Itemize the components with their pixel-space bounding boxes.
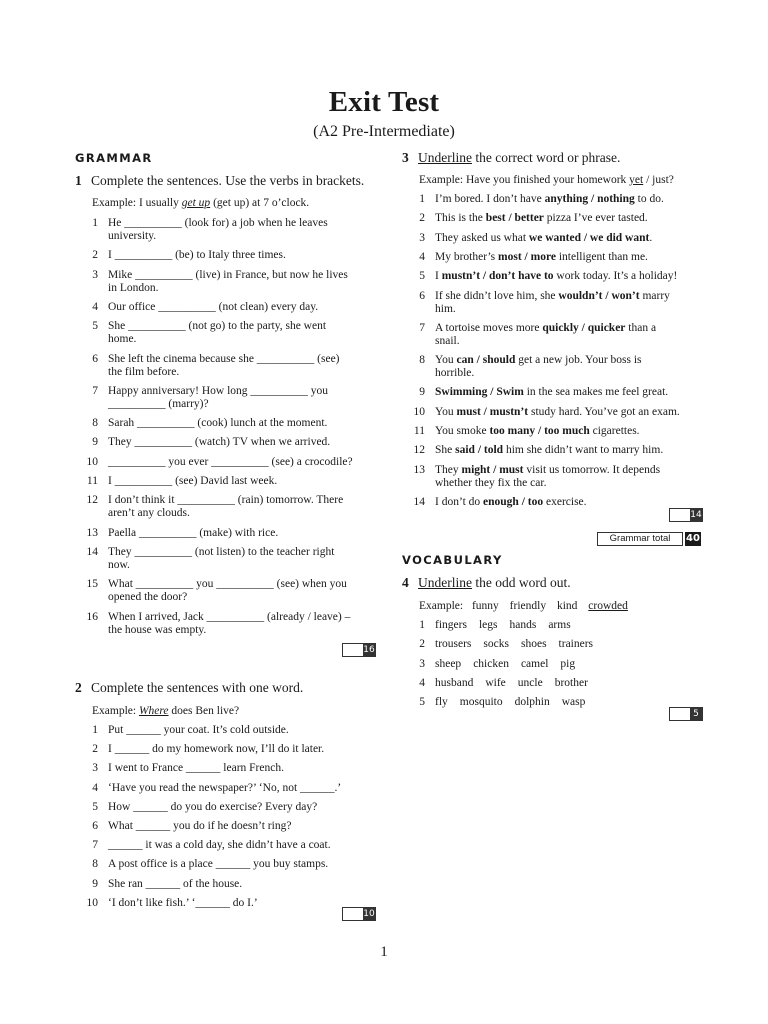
vocabulary-heading: VOCABULARY — [402, 553, 503, 567]
q1-item-text: Sarah __________ (cook) lunch at the moment. — [108, 417, 328, 430]
q1-example-answer: get up — [181, 197, 211, 209]
q1-item-text: I __________ (be) to Italy three times. — [108, 249, 286, 262]
q3-score-box — [669, 508, 703, 522]
q1-item-number: 1 — [92, 217, 98, 229]
q1-item-number: 15 — [86, 578, 98, 591]
q1-score: 16 — [363, 645, 375, 655]
q4-word: trainers — [558, 638, 594, 651]
q2-item-number: 3 — [92, 762, 98, 775]
q3-item-number: 7 — [419, 321, 425, 334]
q4-item-words — [435, 658, 587, 671]
q1-example-rest: (get up) at 7 o’clock. — [210, 197, 310, 209]
q1-item-text: I __________ (see) David last week. — [108, 475, 278, 487]
q3-item-text: My brother’s most / more intelligent than me. — [435, 250, 648, 263]
q4-item-number: 1 — [419, 619, 425, 631]
q4-word: wife — [485, 676, 506, 689]
q4-word: chicken — [473, 657, 509, 670]
q1-item-text: home. — [108, 333, 137, 346]
q1-item-text: What __________ you __________ (see) when you — [108, 578, 347, 591]
q1-item-number: 6 — [92, 352, 98, 365]
q3-item-number: 5 — [419, 270, 425, 283]
q2-item-text: ______ it was a cold day, she didn’t have a coat. — [108, 839, 331, 852]
q4-word: shoes — [520, 638, 547, 651]
q4-instruction — [402, 575, 571, 591]
q1-item-text: __________ (marry)? — [108, 397, 209, 410]
q3-item-number: 9 — [419, 386, 425, 399]
q4-word: sheep — [435, 657, 462, 670]
q1-item-text: aren’t any clouds. — [108, 507, 190, 520]
q3-item-list — [401, 193, 701, 513]
q4-word: dolphin — [514, 696, 550, 709]
q4-word: fingers — [435, 619, 467, 631]
q1-item-text: He __________ (look for) a job when he leaves — [108, 217, 328, 229]
q4-word: camel — [520, 657, 549, 670]
q2-instruction — [75, 680, 303, 696]
q1-item-number: 10 — [86, 455, 98, 468]
q4-item-number: 4 — [419, 676, 425, 689]
q2-instruction-text: Complete the sentences with one word. — [91, 680, 304, 695]
q1-item-number: 9 — [92, 436, 98, 449]
q1-item-number: 3 — [92, 268, 98, 281]
q2-score: 10 — [363, 909, 375, 919]
q2-item-list — [74, 724, 374, 914]
q4-score-box — [669, 707, 703, 721]
q3-item-number: 10 — [413, 405, 425, 418]
q3-item-text: I don’t do enough / too exercise. — [435, 495, 587, 508]
q4-word: hands — [509, 619, 537, 631]
q2-item-text: I went to France ______ learn French. — [108, 762, 284, 775]
grammar-total — [597, 532, 703, 548]
q3-item-text: whether they fix the car. — [435, 476, 547, 489]
q3-item-number: 3 — [419, 231, 425, 244]
q2-item-number: 6 — [92, 820, 98, 832]
q3-item-number: 13 — [413, 463, 425, 476]
q4-word: uncle — [517, 676, 543, 689]
q4-example-word: kind — [556, 600, 578, 612]
q2-example-label: Example: — [92, 705, 139, 717]
q1-item-text: now. — [108, 558, 130, 571]
q1-item-text: in London. — [108, 281, 159, 294]
q4-item-number: 2 — [419, 638, 425, 651]
q1-example — [92, 197, 309, 209]
q2-item-text: A post office is a place ______ you buy stamps. — [108, 858, 329, 871]
q3-item-text: You smoke too many / too much cigarettes. — [435, 425, 640, 437]
q3-example-rest: / just? — [643, 174, 674, 186]
q2-item-text: What ______ you do if he doesn’t ring? — [108, 820, 292, 832]
q3-item-text: him. — [435, 302, 456, 315]
q3-item-text: You must / mustn’t study hard. You’ve got an exam. — [435, 405, 680, 418]
q3-item-number: 4 — [419, 250, 425, 263]
q4-word: arms — [548, 619, 571, 631]
q2-score-box — [342, 907, 376, 921]
page-number: 1 — [380, 944, 388, 960]
q4-item-list — [401, 619, 701, 719]
q2-number: 2 — [75, 680, 82, 695]
q2-item-number: 10 — [86, 896, 98, 909]
q3-item-text: This is the best / better pizza I’ve ever tasted. — [435, 212, 648, 225]
q4-word: wasp — [561, 696, 586, 709]
q1-item-number: 12 — [86, 494, 98, 507]
q3-example-answer: yet — [629, 174, 644, 186]
q2-item-number: 5 — [92, 800, 98, 813]
q1-item-number: 2 — [92, 249, 98, 262]
q4-word: husband — [435, 676, 474, 689]
q1-item-text: Mike __________ (live) in France, but now he lives — [108, 268, 348, 281]
q4-number: 4 — [402, 575, 409, 590]
q2-item-number: 7 — [92, 839, 98, 852]
q3-item-number: 12 — [413, 444, 425, 457]
grammar-total-value: 40 — [686, 533, 700, 544]
q1-item-number: 13 — [86, 526, 98, 539]
q3-item-text: snail. — [435, 334, 460, 347]
q1-item-list — [74, 217, 374, 647]
q4-score: 5 — [690, 708, 702, 720]
q3-item-text: You can / should get a new job. Your boss is — [435, 354, 642, 367]
q4-item-number: 3 — [419, 657, 425, 670]
q2-item-number: 9 — [92, 877, 98, 890]
q2-item-text: She ran ______ of the house. — [108, 877, 243, 890]
q4-example — [419, 600, 628, 612]
q2-item-text: I ______ do my homework now, I’ll do it later. — [108, 743, 325, 756]
q4-word: socks — [483, 638, 509, 651]
q4-word: legs — [478, 619, 498, 631]
q2-item-number: 1 — [92, 724, 98, 736]
q1-item-text: university. — [108, 230, 157, 242]
q1-example-label: Example: I usually — [92, 197, 182, 209]
q1-item-text: I don’t think it __________ (rain) tomorrow. There — [108, 494, 344, 507]
q1-item-text: They __________ (not listen) to the teacher right — [108, 545, 335, 558]
q3-item-text: I’m bored. I don’t have anything / nothing to do. — [435, 193, 664, 205]
q1-item-text: Paella __________ (make) with rice. — [108, 526, 279, 539]
q1-item-text: Our office __________ (not clean) every day. — [108, 300, 319, 313]
q3-item-text: They asked us what we wanted / we did want. — [435, 231, 653, 244]
q4-example-word: funny — [471, 600, 499, 612]
q3-item-number: 11 — [413, 425, 425, 437]
q2-item-text: ‘I don’t like fish.’ ‘______ do I.’ — [108, 896, 258, 909]
q4-instruction-text: the odd word out. — [471, 575, 571, 590]
q2-item-number: 4 — [92, 781, 98, 794]
q3-item-text: If she didn’t love him, she wouldn’t / won’t marry — [435, 289, 670, 302]
q3-item-text: A tortoise moves more quickly / quicker than a — [435, 321, 657, 334]
q3-item-text: I mustn’t / don’t have to work today. It’s a holiday! — [435, 270, 678, 283]
q1-number: 1 — [75, 173, 82, 188]
q1-item-number: 11 — [86, 475, 98, 487]
q1-item-text: the film before. — [108, 365, 180, 378]
q1-item-text: They __________ (watch) TV when we arrived. — [108, 436, 331, 449]
q4-item-number: 5 — [419, 696, 425, 709]
q1-item-text: She __________ (not go) to the party, she went — [108, 320, 327, 333]
q2-item-text: How ______ do you do exercise? Every day? — [108, 800, 318, 813]
q3-item-number: 6 — [419, 289, 425, 302]
q4-item-words — [435, 696, 597, 709]
grammar-total-label: Grammar total — [609, 533, 671, 544]
q1-item-number: 14 — [86, 545, 98, 558]
q3-instruction — [402, 150, 620, 166]
q4-word: trousers — [435, 638, 472, 651]
q1-item-text: __________ you ever __________ (see) a crocodile? — [108, 455, 353, 468]
q4-item-words — [435, 619, 583, 632]
q4-word: pig — [560, 657, 576, 670]
q3-item-text: horrible. — [435, 367, 475, 380]
q4-item-words — [435, 677, 600, 690]
q3-score: 14 — [690, 510, 702, 520]
q3-item-number: 2 — [419, 212, 425, 225]
q4-example-word: friendly — [509, 600, 547, 612]
q3-item-number: 14 — [413, 495, 425, 508]
q4-instruction-underline: Underline — [418, 575, 472, 590]
q1-score-box — [342, 643, 376, 657]
q1-item-number: 7 — [92, 384, 98, 397]
q1-item-number: 5 — [92, 320, 98, 333]
q3-instruction-underline: Underline — [418, 150, 472, 165]
q1-item-text: Happy anniversary! How long __________ you — [108, 384, 329, 397]
page-subtitle: (A2 Pre-Intermediate) — [313, 123, 455, 140]
q2-item-text: ‘Have you read the newspaper?’ ‘No, not ______.’ — [108, 781, 342, 794]
q1-item-number: 8 — [92, 417, 98, 430]
q4-example-label: Example: — [419, 600, 464, 612]
q2-item-number: 2 — [92, 743, 98, 756]
q4-word: mosquito — [459, 696, 503, 709]
q4-word: brother — [554, 676, 588, 689]
q3-item-text: They might / must visit us tomorrow. It depends — [435, 463, 661, 476]
q1-instruction-text: Complete the sentences. Use the verbs in brackets. — [91, 173, 365, 188]
q1-item-text: She left the cinema because she __________ (see) — [108, 352, 340, 365]
q3-example — [419, 174, 674, 186]
q3-item-number: 8 — [419, 354, 425, 367]
q4-item-words — [435, 638, 605, 651]
q3-item-text: She said / told him she didn’t want to marry him. — [435, 444, 664, 457]
q2-example-answer: Where — [138, 705, 169, 717]
q4-word: fly — [435, 696, 448, 709]
q2-example-rest: does Ben live? — [168, 705, 240, 717]
q1-item-text: opened the door? — [108, 591, 188, 604]
q3-number: 3 — [402, 150, 409, 165]
q1-item-text: the house was empty. — [108, 623, 207, 636]
page-title: Exit Test — [328, 86, 440, 118]
q1-instruction — [75, 173, 364, 189]
q1-item-number: 4 — [92, 300, 98, 313]
q1-item-text: When I arrived, Jack __________ (already / leave) – — [108, 610, 351, 623]
q3-instruction-text: the correct word or phrase. — [471, 150, 621, 165]
q2-example — [92, 705, 239, 717]
q3-example-label: Example: Have you finished your homework — [419, 174, 630, 186]
q2-item-number: 8 — [92, 858, 98, 871]
q2-item-text: Put ______ your coat. It’s cold outside. — [108, 724, 289, 736]
q4-example-answer: crowded — [588, 600, 628, 612]
q1-item-number: 16 — [86, 610, 98, 623]
q3-item-number: 1 — [419, 193, 425, 205]
grammar-heading: GRAMMAR — [75, 151, 153, 165]
q3-item-text: Swimming / Swim in the sea makes me feel great. — [435, 386, 669, 399]
